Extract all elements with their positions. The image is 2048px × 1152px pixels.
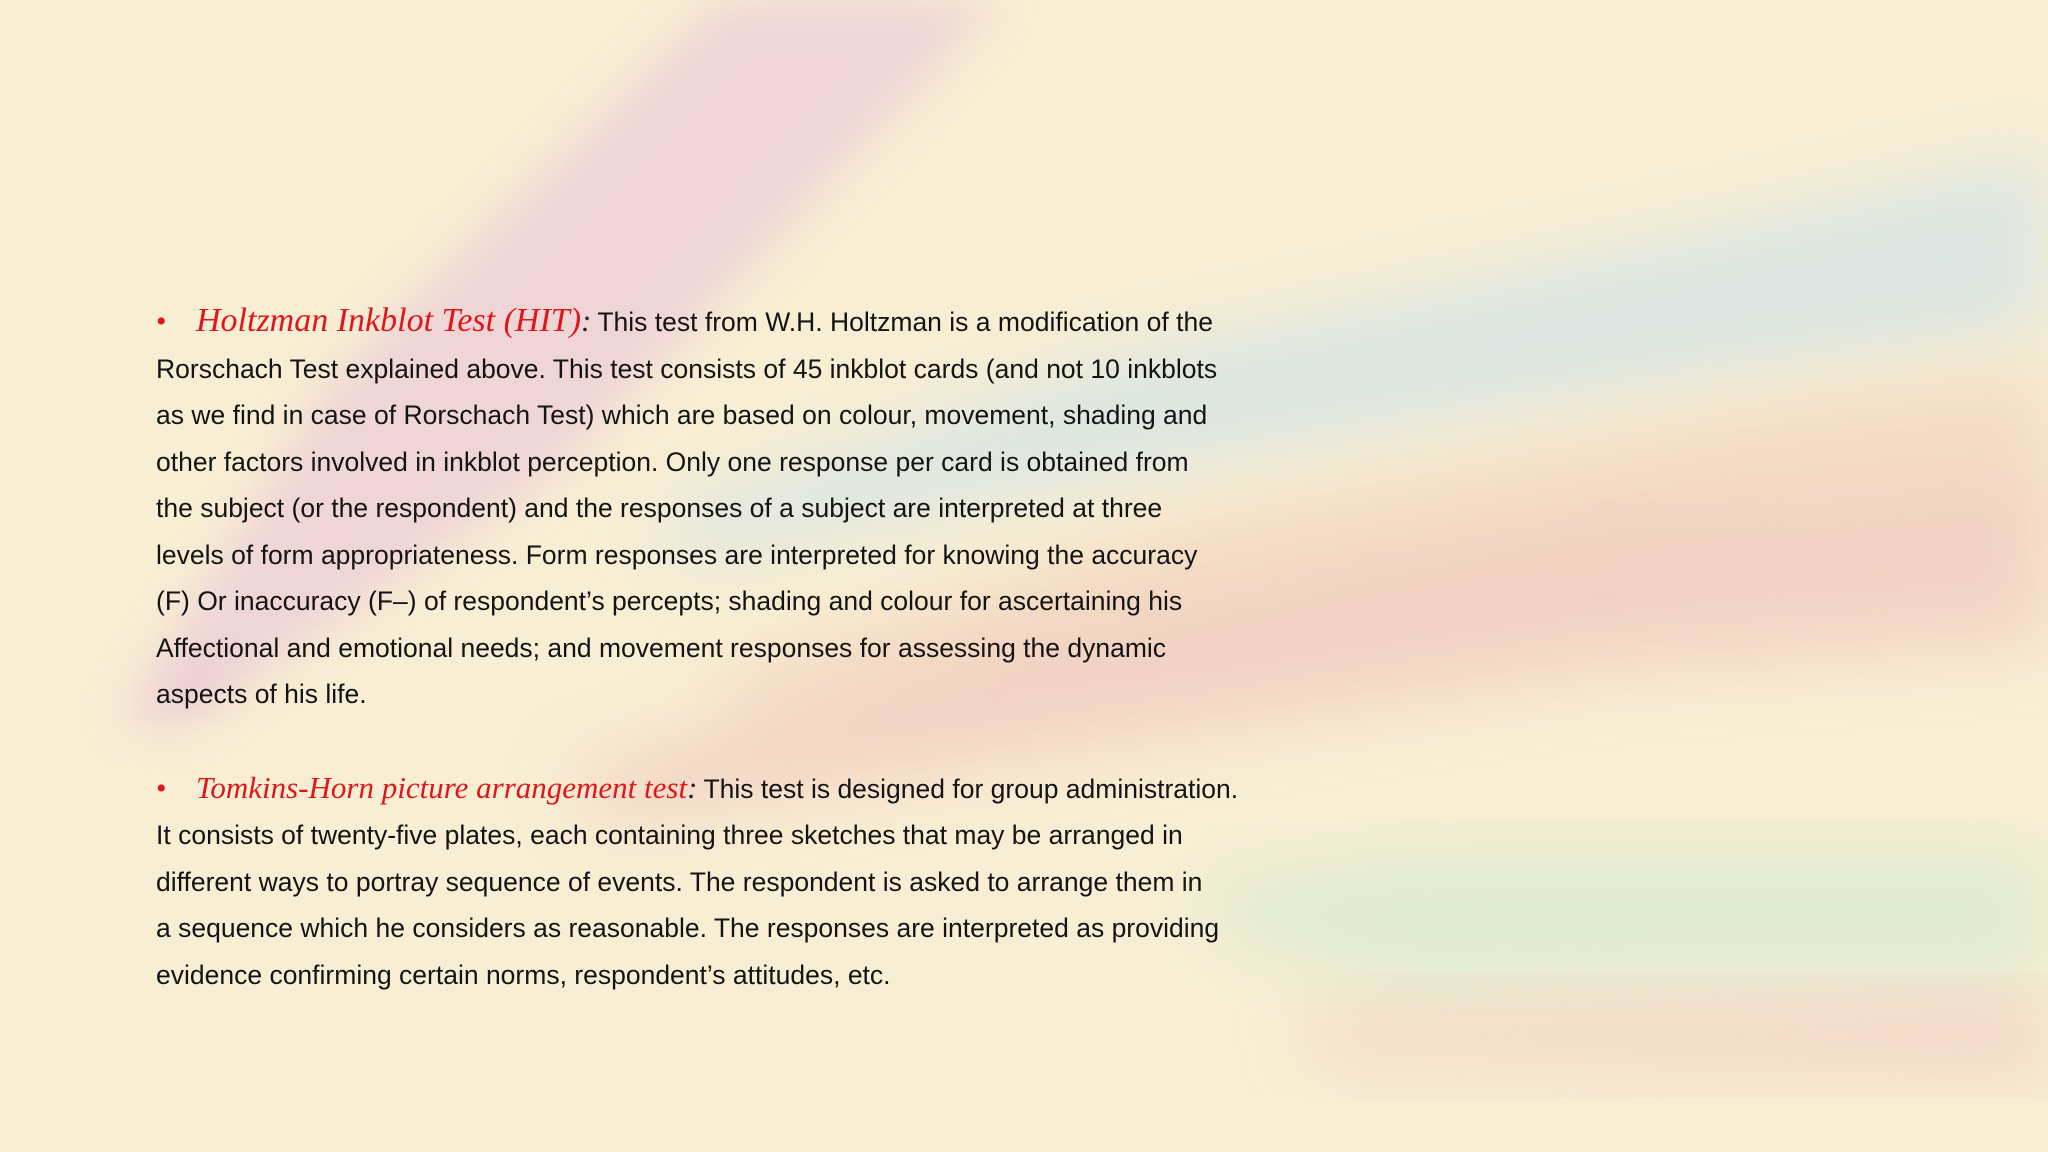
paragraph-line: other factors involved in inkblot perception. Only one response per card is obtained from xyxy=(156,446,1189,477)
bullet-icon: • xyxy=(156,305,167,338)
paragraph-line: as we find in case of Rorschach Test) which are based on colour, movement, shading and xyxy=(156,400,1208,430)
paragraph-line: aspects of his life. xyxy=(156,679,367,709)
term-tomkins-horn-test: Tomkins-Horn picture arrangement test xyxy=(196,769,688,805)
paragraph-line: a sequence which he considers as reasonable. The responses are interpreted as providing xyxy=(156,913,1220,943)
paragraph-line: This test from W.H. Holtzman is a modification of the xyxy=(597,307,1213,337)
paragraph-line: the subject (or the respondent) and the responses of a subject are interpreted at three xyxy=(156,493,1163,523)
paragraph-line: This test is designed for group administration. xyxy=(703,773,1239,804)
paragraph-line: levels of form appropriateness. Form responses are interpreted for knowing the accuracy xyxy=(156,539,1198,570)
paragraph-line: It consists of twenty-five plates, each containing three sketches that may be arranged in xyxy=(156,820,1183,850)
bullet-icon: • xyxy=(156,771,167,805)
term-colon: : xyxy=(687,769,698,805)
paragraph-line: Rorschach Test explained above. This test consists of 45 inkblot cards (and not 10 inkblots xyxy=(156,353,1218,384)
paragraph-line: different ways to portray sequence of events. The respondent is asked to arrange them in xyxy=(156,866,1203,897)
bullet-item-tomkins-horn xyxy=(156,765,1336,999)
slide-content xyxy=(156,298,1336,998)
paragraph-line: Affectional and emotional needs; and movement responses for assessing the dynamic xyxy=(156,632,1167,663)
bullet-item-holtzman xyxy=(156,298,1336,718)
paragraph-line: evidence confirming certain norms, respondent’s attitudes, etc. xyxy=(156,959,891,990)
paragraph-line: (F) Or inaccuracy (F–) of respondent’s percepts; shading and colour for ascertaining his xyxy=(156,586,1183,616)
term-colon: : xyxy=(581,303,592,338)
term-holtzman-inkblot-test: Holtzman Inkblot Test (HIT) xyxy=(196,302,582,339)
